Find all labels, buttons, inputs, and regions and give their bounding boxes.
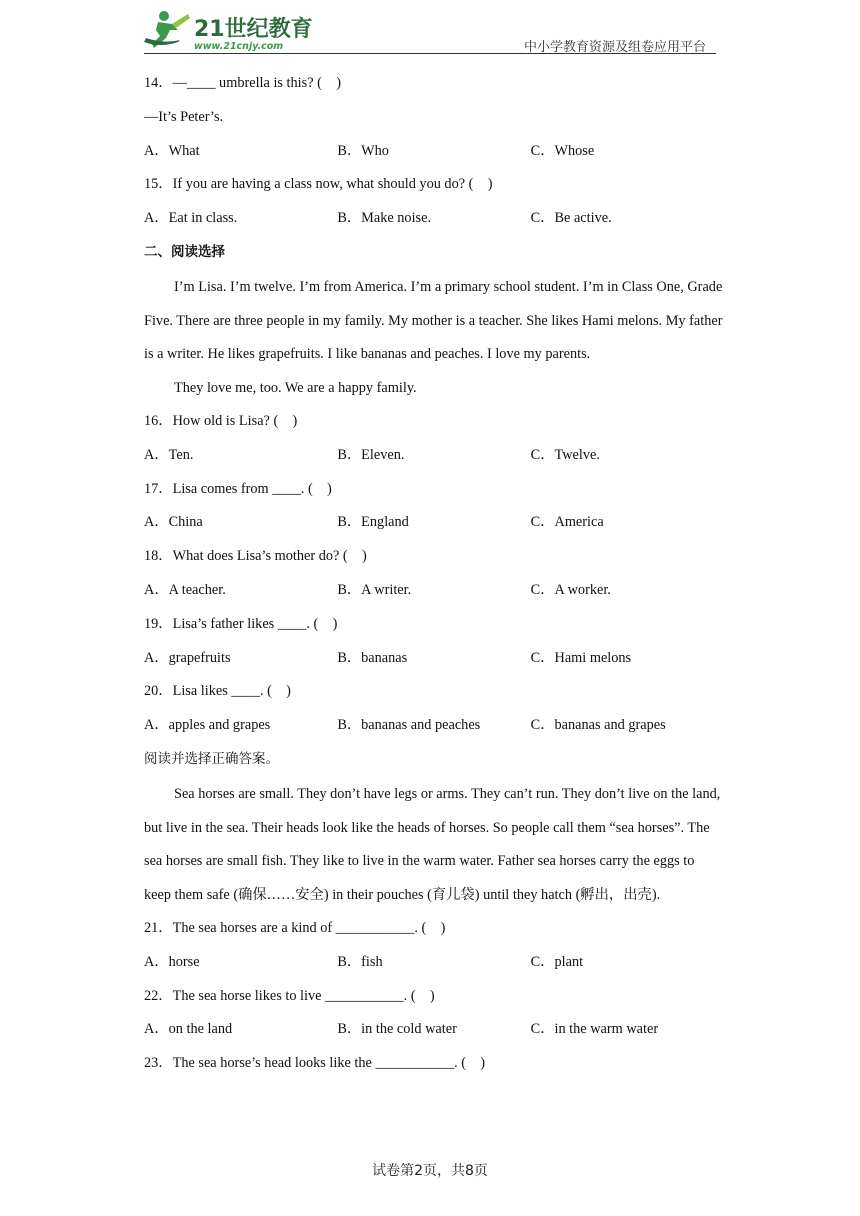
q21-options bbox=[144, 947, 724, 981]
q19-option-a: A．grapefruits bbox=[144, 649, 231, 666]
logo bbox=[144, 8, 314, 52]
q18-options bbox=[144, 575, 724, 609]
q17-option-b: B．England bbox=[337, 514, 409, 531]
q20-option-b: B．bananas and peaches bbox=[337, 717, 481, 734]
page-footer: 试卷第2页，共8页 bbox=[372, 1163, 488, 1179]
q19-option-b: B．bananas bbox=[337, 649, 408, 666]
q22-option-b: B．in the cold water bbox=[337, 1021, 457, 1038]
platform-name: 中小学教育资源及组卷应用平台 bbox=[523, 40, 706, 55]
q18-option-c: C．A worker. bbox=[530, 581, 611, 598]
q22-stem: 22．The sea horse likes to live ___________. ( ) bbox=[144, 987, 435, 1004]
logo-url: www.21cnjy.com bbox=[194, 41, 284, 52]
q17-option-a: A．China bbox=[144, 514, 203, 531]
header-divider bbox=[144, 53, 716, 54]
q18-option-b: B．A writer. bbox=[337, 581, 412, 598]
q22-option-c: C．in the warm water bbox=[530, 1021, 659, 1038]
q15-option-c: C．Be active. bbox=[530, 210, 612, 227]
passage1-paragraph2: They love me, too. We are a happy family. bbox=[174, 380, 417, 397]
reading-instruction: 阅读并选择正确答案。 bbox=[144, 750, 279, 767]
q16-option-a: A．Ten. bbox=[144, 446, 194, 463]
page-header bbox=[144, 8, 716, 55]
q16-option-c: C．Twelve. bbox=[530, 446, 600, 463]
q22-option-a: A．on the land bbox=[144, 1021, 233, 1038]
q16-options bbox=[144, 440, 724, 474]
q16-option-b: B．Eleven. bbox=[337, 446, 405, 463]
q15-stem: 15．If you are having a class now, what should you do? ( ) bbox=[144, 176, 493, 193]
q23-stem: 23．The sea horse’s head looks like the ___________. ( ) bbox=[144, 1055, 486, 1072]
q18-stem: 18．What does Lisa’s mother do? ( ) bbox=[144, 548, 367, 565]
q14-option-c: C．Whose bbox=[530, 142, 595, 159]
passage2-paragraph: Sea horses are small. They don’t have legs or arms. They can’t run. They don’t live on the land, but live in the sea. Their heads look like the heads of horses. So people call them “sea horses”. The sea horses are small fish. They like to live in the warm water. Father sea horses carry the eggs to keep them safe (确保……安全) in their pouches (育儿袋) until they hatch (孵出，出壳). bbox=[144, 785, 721, 904]
q19-stem: 19．Lisa’s father likes ____. ( ) bbox=[144, 615, 338, 632]
logo-text: 21世纪教育 bbox=[194, 17, 313, 42]
q14-reply: —It’s Peter’s. bbox=[144, 108, 224, 125]
q22-options bbox=[144, 1014, 724, 1048]
q15-option-a: A．Eat in class. bbox=[144, 210, 238, 227]
q17-option-c: C．America bbox=[530, 514, 604, 531]
q20-stem: 20．Lisa likes ____. ( ) bbox=[144, 683, 291, 700]
q19-options bbox=[144, 643, 724, 677]
q15-option-b: B．Make noise. bbox=[337, 210, 432, 227]
section-title: 二、阅读选择 bbox=[144, 243, 225, 260]
exam-content bbox=[144, 68, 724, 1082]
passage1-paragraph1: I’m Lisa. I’m twelve. I’m from America. I’m a primary school student. I’m in Class One, Grade Five. There are three people in my family. My mother is a teacher. She likes Hami melons. My father is a writer. He likes grapefruits. I like bananas and peaches. I love my parents. bbox=[144, 278, 723, 363]
q20-option-c: C．bananas and grapes bbox=[530, 717, 666, 734]
q14-option-b: B．Who bbox=[337, 142, 389, 159]
q15-options bbox=[144, 203, 724, 237]
q19-option-c: C．Hami melons bbox=[530, 649, 632, 666]
q14-stem: 14．—____ umbrella is this? ( ) bbox=[144, 75, 341, 91]
q17-options bbox=[144, 507, 724, 541]
q20-options bbox=[144, 710, 724, 744]
q16-stem: 16．How old is Lisa? ( ) bbox=[144, 412, 298, 429]
runner-icon bbox=[144, 11, 190, 48]
q17-stem: 17．Lisa comes from ____. ( ) bbox=[144, 480, 332, 497]
q18-option-a: A．A teacher. bbox=[144, 581, 226, 598]
q21-option-a: A．horse bbox=[144, 953, 200, 970]
q21-stem: 21．The sea horses are a kind of ___________. ( ) bbox=[144, 919, 446, 936]
q21-option-c: C．plant bbox=[530, 953, 584, 970]
q21-option-b: B．fish bbox=[337, 953, 383, 970]
q14-options bbox=[144, 136, 724, 170]
q14-option-a: A．What bbox=[144, 142, 200, 159]
q20-option-a: A．apples and grapes bbox=[144, 717, 271, 734]
